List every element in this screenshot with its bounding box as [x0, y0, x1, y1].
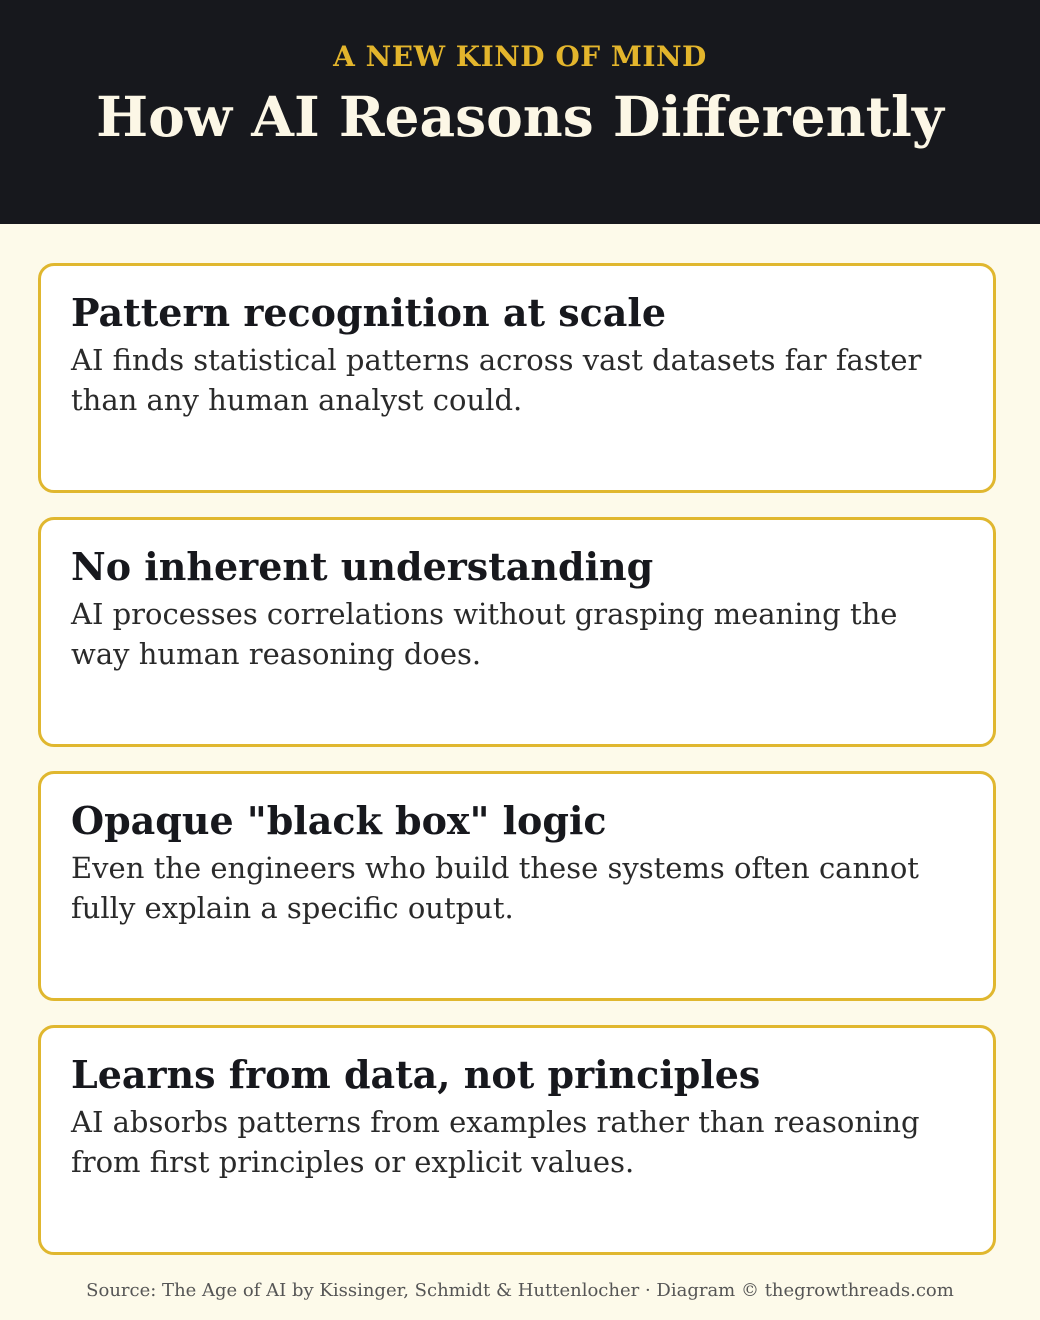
card-title: Learns from data, not principles — [71, 1052, 761, 1097]
header-banner — [0, 0, 1040, 224]
card-description: AI finds statistical patterns across vast datasets far faster than any human analyst could. — [71, 343, 922, 417]
card-title: Opaque "black box" logic — [71, 798, 607, 843]
card-description: AI processes correlations without grasping meaning the way human reasoning does. — [71, 597, 898, 671]
card-title: Pattern recognition at scale — [71, 290, 667, 335]
card-description: Even the engineers who build these systems often cannot fully explain a specific output. — [71, 851, 919, 925]
kicker-text: A NEW KIND OF MIND — [333, 40, 707, 73]
card-title: No inherent understanding — [71, 544, 654, 589]
card-learns-from-data — [38, 1025, 996, 1255]
card-no-inherent-understanding — [38, 517, 996, 747]
card-description: AI absorbs patterns from examples rather than reasoning from first principles or explicit values. — [71, 1105, 920, 1179]
card-pattern-recognition — [38, 263, 996, 493]
card-black-box-logic — [38, 771, 996, 1001]
source-footer: Source: The Age of AI by Kissinger, Schmidt & Huttenlocher · Diagram © thegrowthreads.com — [86, 1280, 954, 1301]
page-title: How AI Reasons Differently — [96, 84, 944, 149]
